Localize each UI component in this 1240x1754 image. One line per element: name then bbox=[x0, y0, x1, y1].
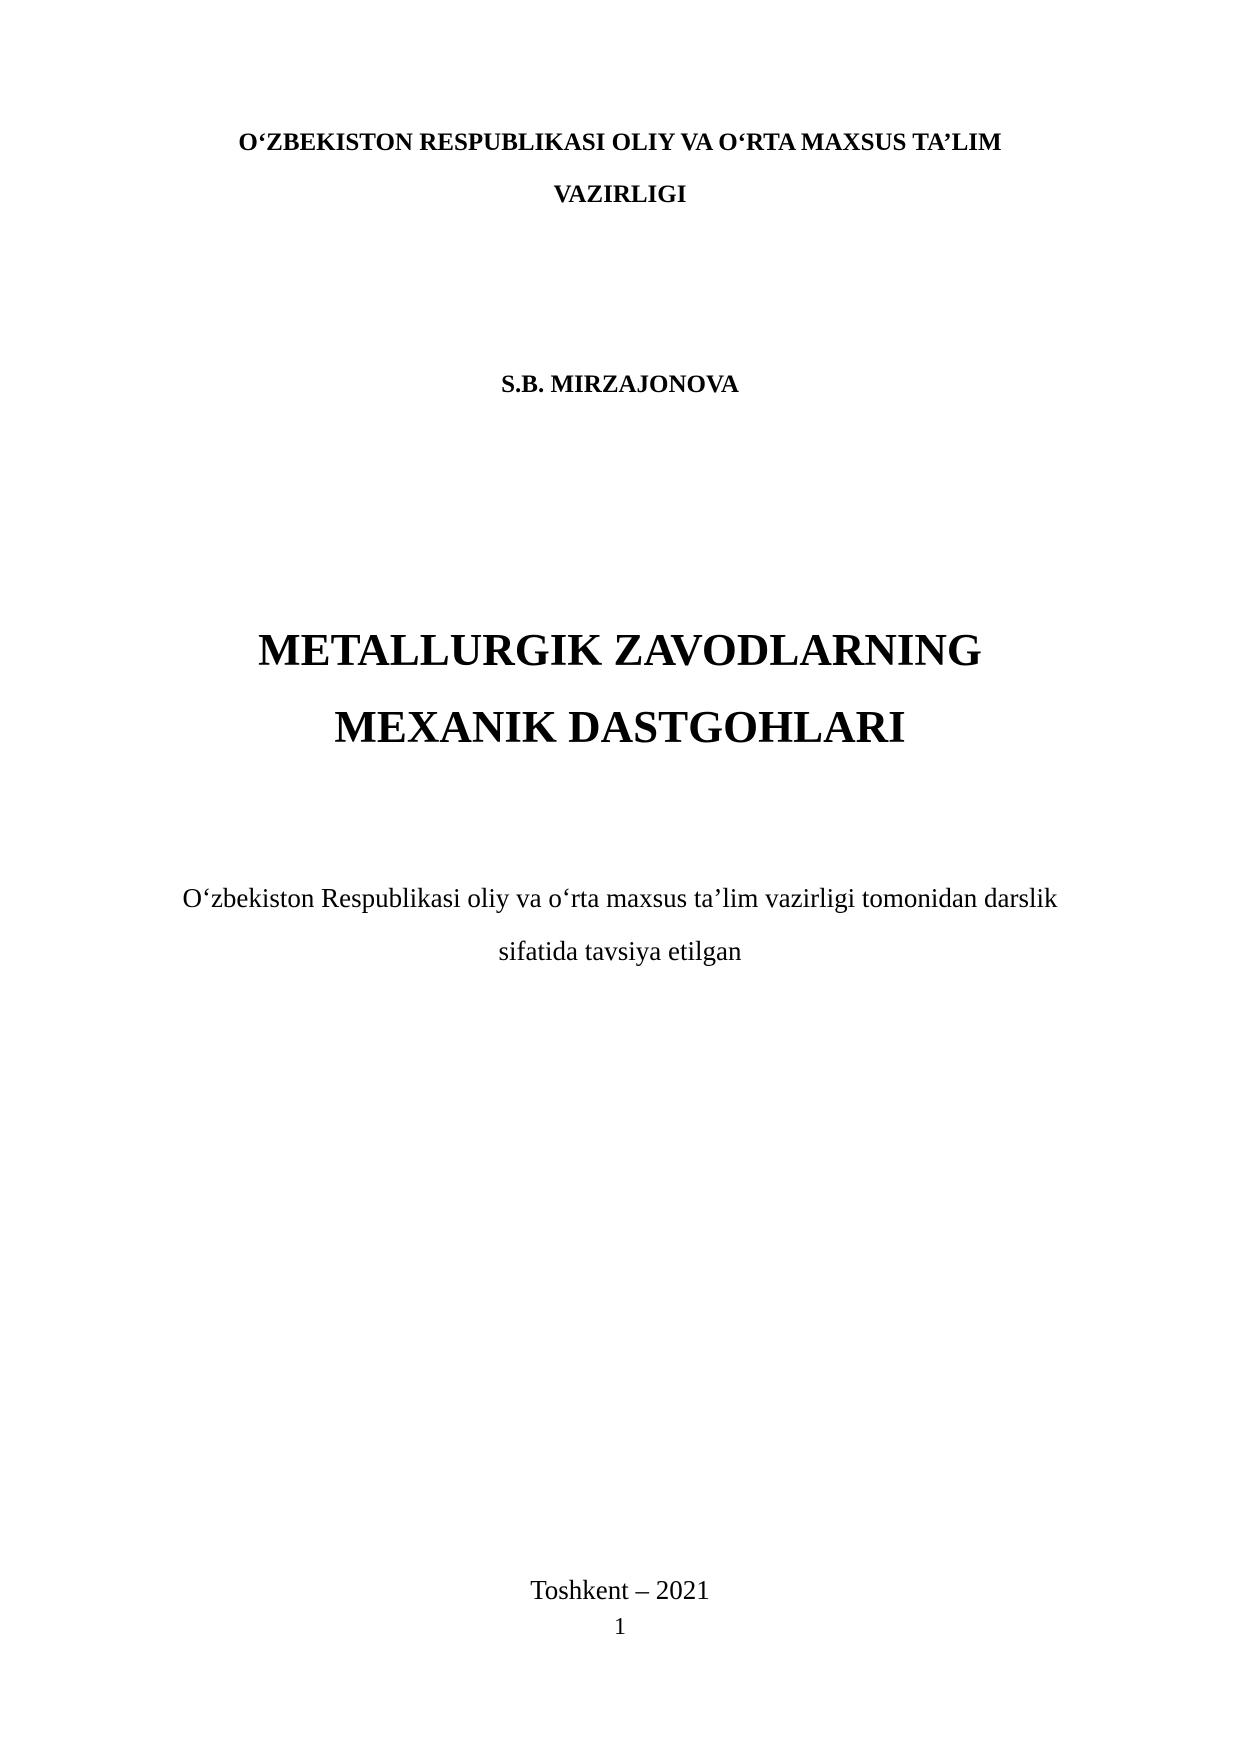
author-name: S.B. MIRZAJONOVA bbox=[501, 371, 739, 398]
ministry-heading-line-1: O‘ZBEKISTON RESPUBLIKASI OLIY VA O‘RTA MAXSUS TA’LIM bbox=[238, 129, 1002, 156]
recommendation-note-line-1: O‘zbekiston Respublikasi oliy va o‘rta maxsus ta’lim vazirligi tomonidan darslik bbox=[182, 883, 1058, 913]
ministry-heading bbox=[0, 117, 1240, 221]
book-title-line-2: MEXANIK DASTGOHLARI bbox=[334, 702, 906, 752]
recommendation-note-line-2: sifatida tavsiya etilgan bbox=[498, 936, 742, 966]
recommendation-note bbox=[0, 872, 1240, 978]
book-title bbox=[0, 612, 1240, 766]
book-title-line-1: METALLURGIK ZAVODLARNING bbox=[258, 625, 982, 675]
ministry-heading-line-2: VAZIRLIGI bbox=[553, 181, 687, 208]
city-year: Toshkent – 2021 bbox=[530, 1575, 710, 1605]
page-number: 1 bbox=[614, 1614, 626, 1640]
